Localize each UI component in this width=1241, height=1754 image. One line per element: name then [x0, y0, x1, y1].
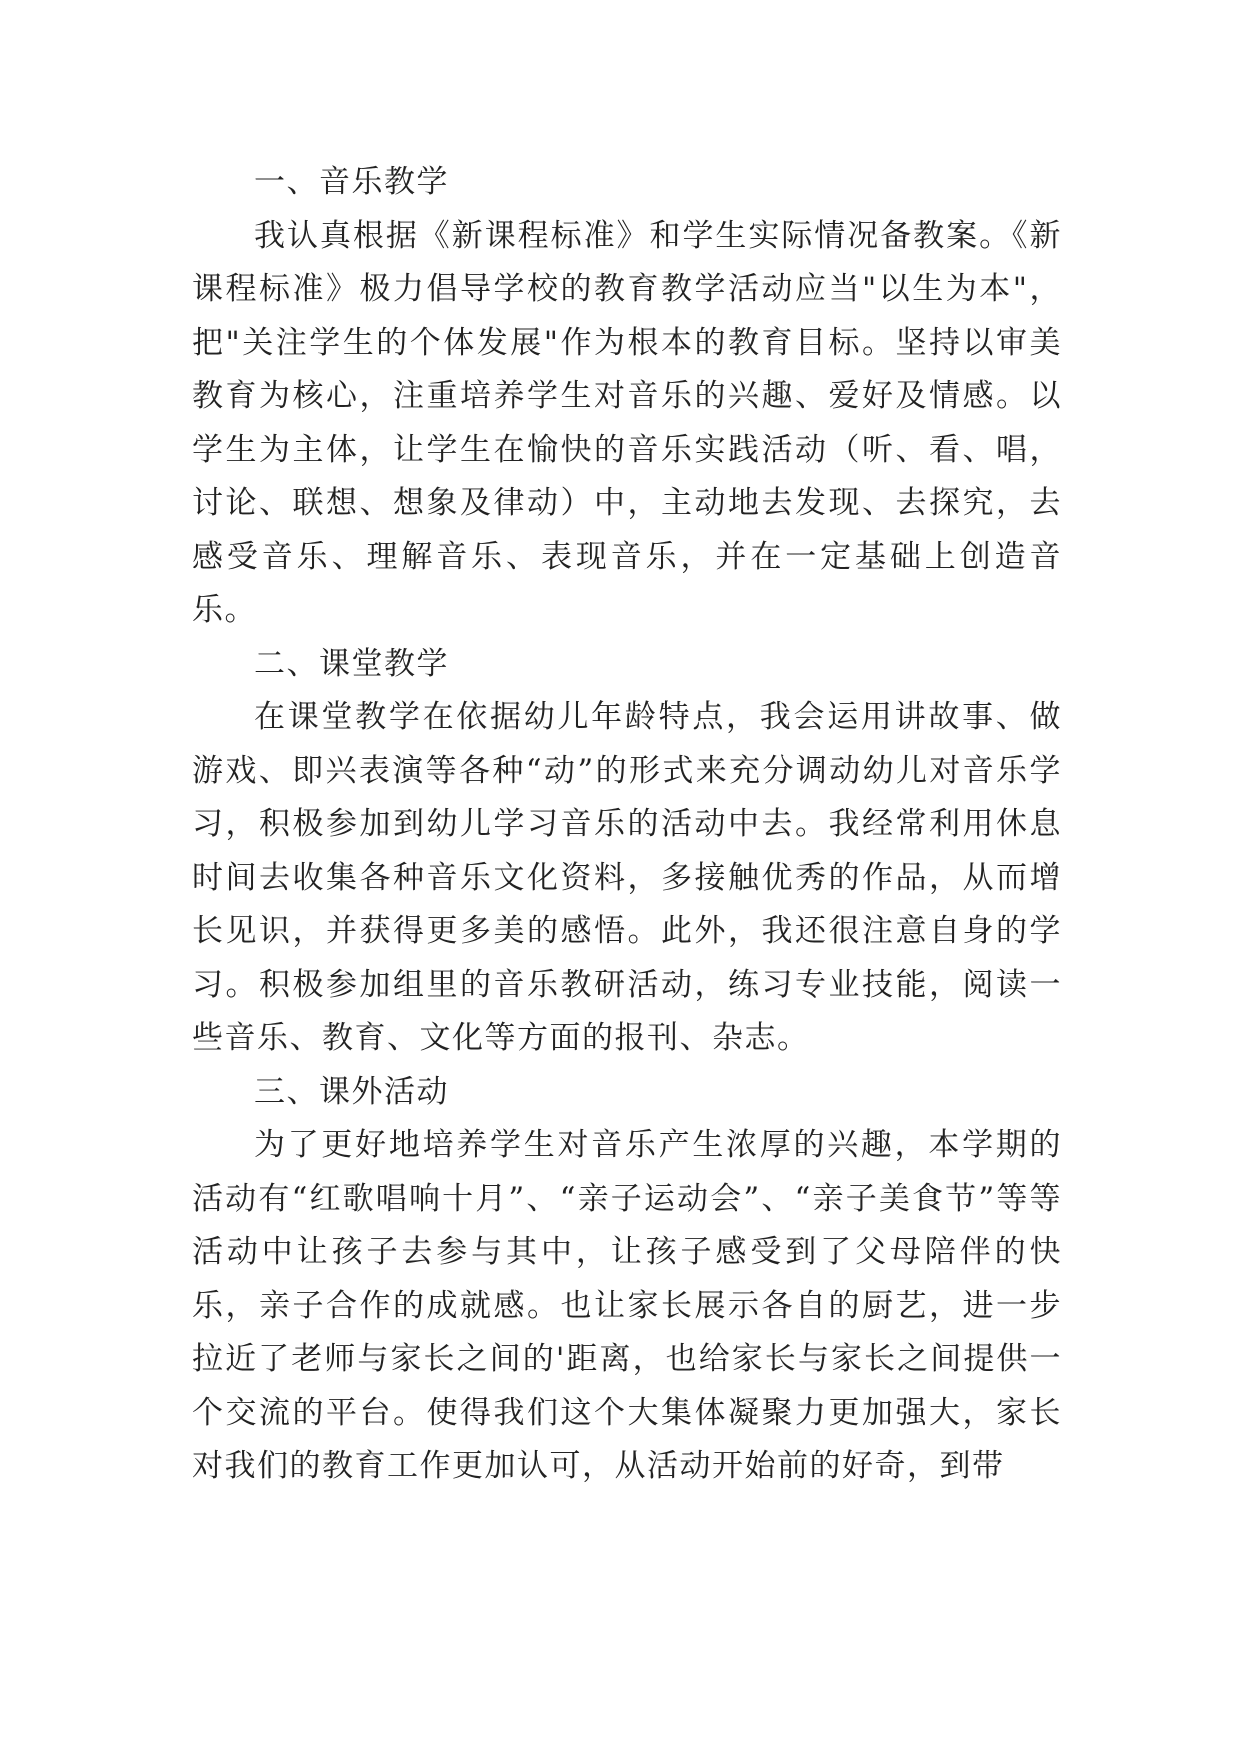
- section-heading-extracurricular: 三、课外活动: [254, 1073, 449, 1110]
- document-body: [192, 156, 1062, 1494]
- section-heading-classroom-teaching: 二、课堂教学: [254, 645, 449, 682]
- section-paragraph-extracurricular: 为了更好地培养学生对音乐产生浓厚的兴趣，本学期的活动有“红歌唱响十月”、“亲子运动会”、“亲子美食节”等等活动中让孩子去参与其中，让孩子感受到了父母陪伴的快乐，亲子合作的成就感。也让家长展示各自的厨艺，进一步拉近了老师与家长之间的'距离，也给家长与家长之间提供一个交流的平台。使得我们这个大集体凝聚力更加强大，家长对我们的教育工作更加认可，从活动开始前的好奇，到带: [192, 1127, 1062, 1484]
- section-heading-music-teaching: 一、音乐教学: [254, 164, 449, 200]
- section-paragraph-classroom-teaching: 在课堂教学在依据幼儿年龄特点，我会运用讲故事、做游戏、即兴表演等各种“动”的形式来充分调动幼儿对音乐学习，积极参加到幼儿学习音乐的活动中去。我经常利用休息时间去收集各种音乐文化资料，多接触优秀的作品，从而增长见识，并获得更多美的感悟。此外，我还很注意自身的学习。积极参加组里的音乐教研活动，练习专业技能，阅读一些音乐、教育、文化等方面的报刊、杂志。: [192, 699, 1062, 1056]
- section-paragraph-music-teaching: 我认真根据《新课程标准》和学生实际情况备教案。《新课程标准》极力倡导学校的教育教学活动应当"以生为本"，把"关注学生的个体发展"作为根本的教育目标。坚持以审美教育为核心，注重培养学生对音乐的兴趣、爱好及情感。以学生为主体，让学生在愉快的音乐实践活动（听、看、唱，讨论、联想、想象及律动）中，主动地去发现、去探究，去感受音乐、理解音乐、表现音乐，并在一定基础上创造音乐。: [192, 217, 1062, 628]
